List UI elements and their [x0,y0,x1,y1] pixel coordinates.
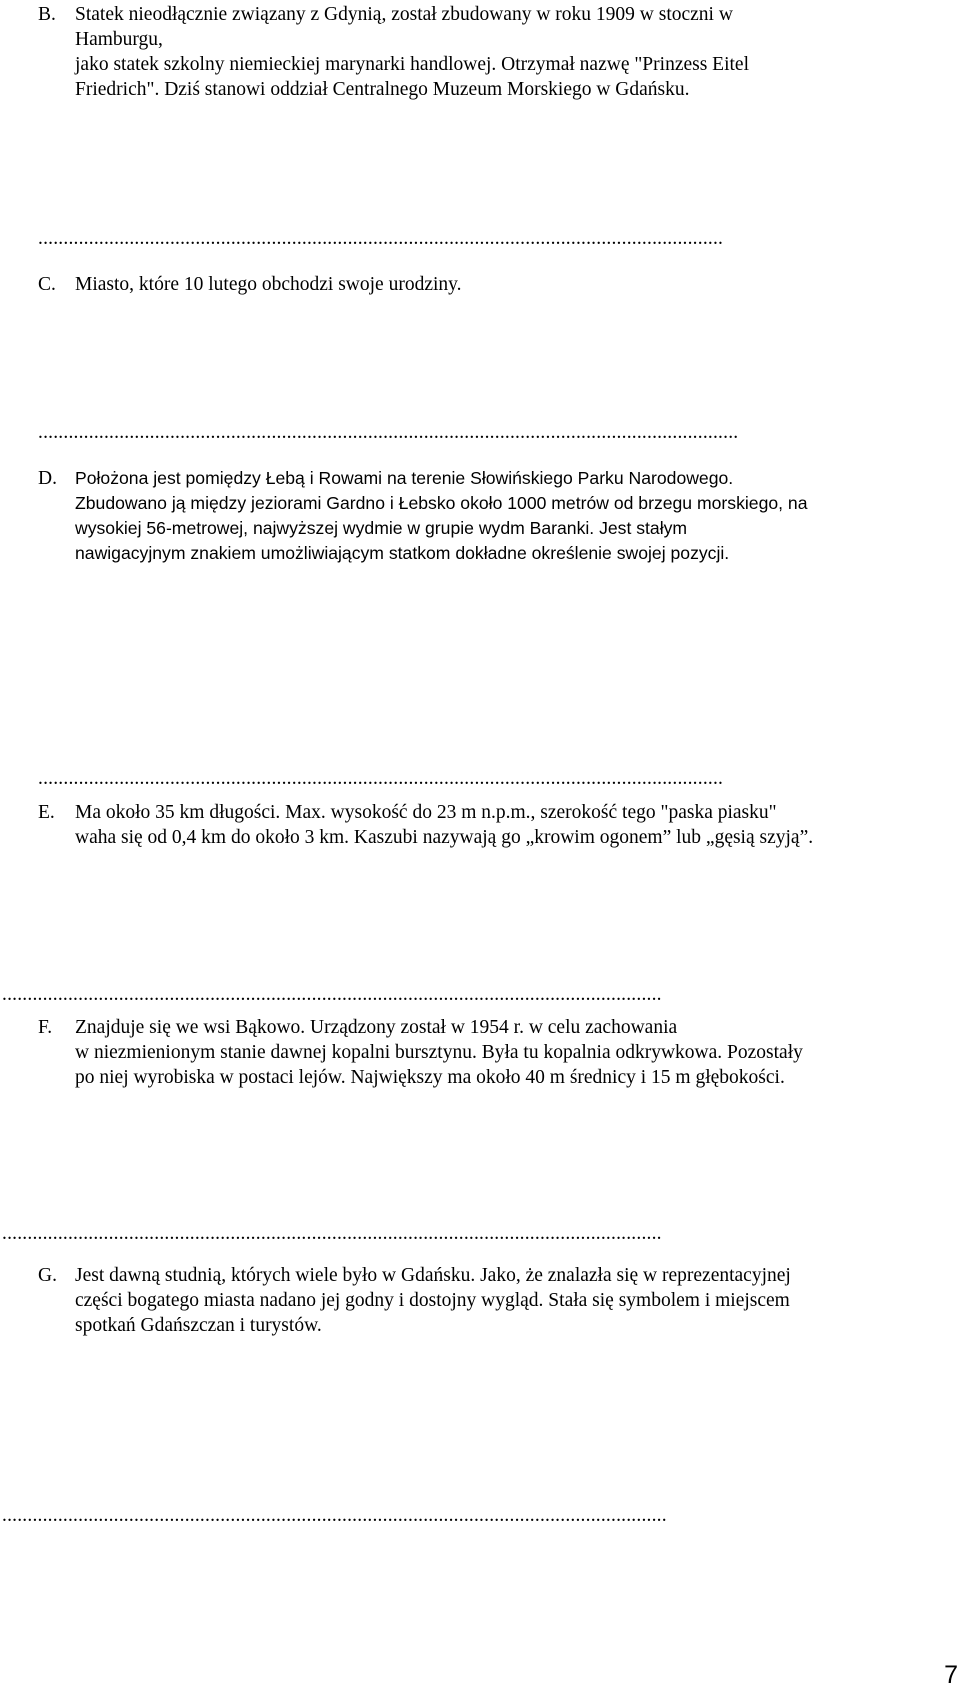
question-letter: F. [38,1017,53,1038]
question-line: Położona jest pomiędzy Łebą i Rowami na terenie Słowińskiego Parku Narodowego. [75,468,734,488]
question-text [75,272,958,297]
question-line: waha się od 0,4 km do około 3 km. Kaszubi nazywają go „krowim ogonem” lub „gęsią szyją”. [75,827,814,848]
question-letter: B. [38,4,56,25]
question-line: Friedrich". Dziś stanowi oddział Centralnego Muzeum Morskiego w Gdańsku. [75,79,690,100]
question-letter: G. [38,1265,57,1286]
answer-line[interactable]: ................................................................................................................................... [2,1505,667,1526]
question-line: wysokiej 56-metrowej, najwyższej wydmie w grupie wydm Baranki. Jest stałym [75,518,688,538]
question-line: Miasto, które 10 lutego obchodzi swoje urodziny. [75,274,462,295]
question-line: części bogatego miasta nadano jej godny i dostojny wygląd. Stała się symbolem i miejscem [75,1290,790,1311]
answer-line[interactable]: ....................................................................................................................................... [38,228,724,249]
question-d [38,466,958,566]
question-line: w niezmienionym stanie dawnej kopalni bursztynu. Była tu kopalnia odkrywkowa. Pozostały [75,1042,803,1063]
question-text [75,2,958,102]
question-line: Statek nieodłącznie związany z Gdynią, został zbudowany w roku 1909 w stoczni w [75,4,733,25]
question-text [75,1263,958,1338]
answer-line[interactable]: .................................................................................................................................. [2,984,662,1005]
question-line: Zbudowano ją między jeziorami Gardno i Łebsko około 1000 metrów od brzegu morskiego, na [75,493,808,513]
question-b [38,2,958,102]
question-letter: D. [38,468,57,489]
answer-line[interactable]: ....................................................................................................................................... [38,768,724,789]
question-letter: C. [38,274,56,295]
question-e [38,800,958,850]
question-text [75,800,958,850]
page-number: 7 [944,1661,958,1689]
question-text [75,1015,958,1090]
answer-line[interactable]: .................................................................................................................................. [2,1223,662,1244]
question-line: po niej wyrobiska w postaci lejów. Największy ma około 40 m średnicy i 15 m głębokości. [75,1067,785,1088]
answer-line[interactable]: .......................................................................................................................................... [38,422,739,443]
question-line: Ma około 35 km długości. Max. wysokość do 23 m n.p.m., szerokość tego "paska piasku" [75,802,777,823]
question-letter: E. [38,802,55,823]
question-line: spotkań Gdańszczan i turystów. [75,1315,322,1336]
question-line: nawigacyjnym znakiem umożliwiającym statkom dokładne określenie swojej pozycji. [75,543,730,563]
question-f [38,1015,958,1090]
question-line: jako statek szkolny niemieckiej marynarki handlowej. Otrzymał nazwę "Prinzess Eitel [75,54,749,75]
question-g [38,1263,958,1338]
question-line: Jest dawną studnią, których wiele było w Gdańsku. Jako, że znalazła się w reprezentacyjnej [75,1265,791,1286]
question-text [75,466,958,566]
question-line: Hamburgu, [75,29,163,50]
question-line: Znajduje się we wsi Bąkowo. Urządzony został w 1954 r. w celu zachowania [75,1017,678,1038]
question-c [38,272,958,297]
